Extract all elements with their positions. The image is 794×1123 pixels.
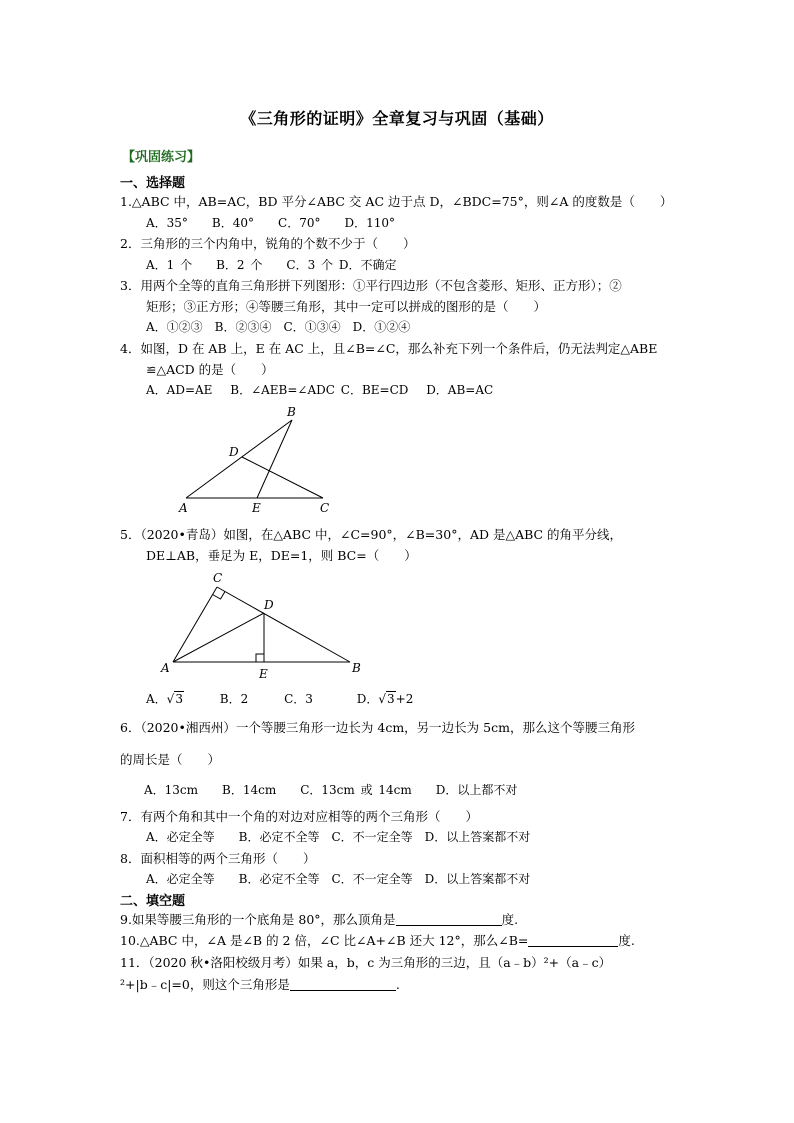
label-c: C (320, 501, 330, 515)
question-1-options: A．35° B．40° C．70° D．110° (146, 216, 396, 230)
label-b: B (287, 405, 296, 419)
question-3: 3．用两个全等的直角三角形拼下列图形：①平行四边形（不包含菱形、矩形、正方形）；② (120, 278, 622, 293)
question-9-text: 9.如果等腰三角形的一个底角是 80°，那么顶角是 (120, 912, 396, 927)
question-6: 6．（2020•湘西州）一个等腰三角形一边长为 4cm，另一边长为 5cm，那么这个等腰三角形 (120, 720, 635, 735)
question-2: 2．三角形的三个内角中，锐角的个数不少于（ ） (120, 236, 416, 251)
question-9-suffix: 度. (501, 912, 519, 927)
page-title: 《三角形的证明》全章复习与巩固（基础） (240, 109, 554, 128)
question-5: 5．（2020•青岛）如图，在△ABC 中，∠C=90°，∠B=30°，AD 是△ABC 的角平分线， (120, 527, 623, 542)
sqrt-icon: √3 (166, 692, 183, 706)
right-angle-mark-c (213, 592, 226, 600)
question-8-options: A．必定全等 B．必定不全等 C．不一定全等 D．以上答案都不对 (146, 872, 531, 886)
label-d: D (264, 598, 274, 612)
segment-be (257, 420, 292, 498)
segment-ad (173, 613, 264, 662)
section-tag: 【巩固练习】 (122, 150, 201, 165)
segment-dc (242, 457, 323, 498)
question-2-options: A．1 个 B．2 个 C．3 个 D．不确定 (146, 258, 397, 272)
label-b: B (352, 661, 361, 675)
question-6-line-2: 的周长是（ ） (120, 752, 221, 767)
question-10-suffix: 度. (618, 933, 635, 948)
question-11: 11．（2020 秋•洛阳校级月考）如果 a，b，c 为三角形的三边，且（a﹣b）²+（a﹣c） (120, 955, 612, 970)
question-7: 7．有两个角和其中一个角的对边对应相等的两个三角形（ ） (120, 809, 478, 824)
question-4-options: A．AD=AE B．∠AEB=∠ADC C．BE=CD D．AB=AC (146, 383, 494, 397)
label-a: A (179, 501, 188, 515)
label-d: D (229, 445, 239, 459)
question-11-suffix: . (395, 977, 400, 992)
section-heading-fill: 二、填空题 (120, 894, 186, 909)
label-e: E (252, 501, 261, 515)
question-1: 1.△ABC 中，AB=AC，BD 平分∠ABC 交 AC 边于点 D，∠BDC=75°，则∠A 的度数是（ ） (120, 194, 673, 209)
option-c: C．3 (284, 692, 313, 706)
question-11-line-2 (120, 975, 400, 993)
label-c: C (213, 571, 223, 585)
question-7-options: A．必定全等 B．必定不全等 C．不一定全等 D．以上答案都不对 (146, 830, 531, 844)
label-a: A (161, 661, 170, 675)
question-5-options (146, 690, 413, 707)
question-4: 4．如图，D 在 AB 上，E 在 AC 上，且∠B=∠C，那么补充下列一个条件后，仍无法判定△ABE (120, 341, 658, 356)
answer-blank-11[interactable] (290, 978, 396, 991)
segment-cb (217, 587, 350, 662)
answer-blank-10[interactable] (528, 934, 618, 947)
option-a-radicand: 3 (175, 692, 183, 706)
label-e: E (259, 667, 268, 681)
option-d-suffix: +2 (395, 692, 414, 706)
question-8: 8．面积相等的两个三角形（ ） (120, 851, 316, 866)
question-4-line-2: ≌△ACD 的是（ ） (146, 362, 274, 377)
section-heading-choice: 一、选择题 (120, 176, 186, 191)
question-9 (120, 910, 518, 928)
question-10 (120, 931, 635, 949)
option-d-label: D． (356, 692, 379, 706)
question-3-options: A．①②③ B．②③④ C．①③④ D．①②④ (146, 320, 411, 334)
question-3-line-2: 矩形；③正方形；④等腰三角形，其中一定可以拼成的图形的是（ ） (146, 299, 547, 314)
option-a-label: A． (146, 692, 167, 706)
question-5-line-2: DE⊥AB，垂足为 E，DE=1，则 BC=（ ） (146, 548, 417, 563)
sqrt-icon: √3 (378, 692, 395, 706)
option-d-radicand: 3 (387, 692, 395, 706)
right-angle-mark-e (256, 654, 264, 662)
segment-ab (186, 420, 292, 498)
answer-blank-9[interactable] (396, 913, 502, 926)
figure-q4-triangle (170, 402, 350, 517)
option-b: B．2 (219, 692, 249, 706)
figure-q5-right-triangle (155, 568, 370, 683)
question-6-options: A．13cm B．14cm C．13cm 或 14cm D．以上都不对 (144, 783, 518, 797)
question-11-text: ²+|b﹣c|=0，则这个三角形是 (120, 977, 290, 992)
segment-ac (173, 587, 217, 662)
question-10-text: 10.△ABC 中，∠A 是∠B 的 2 倍，∠C 比∠A+∠B 还大 12°，那么∠B= (120, 933, 529, 948)
